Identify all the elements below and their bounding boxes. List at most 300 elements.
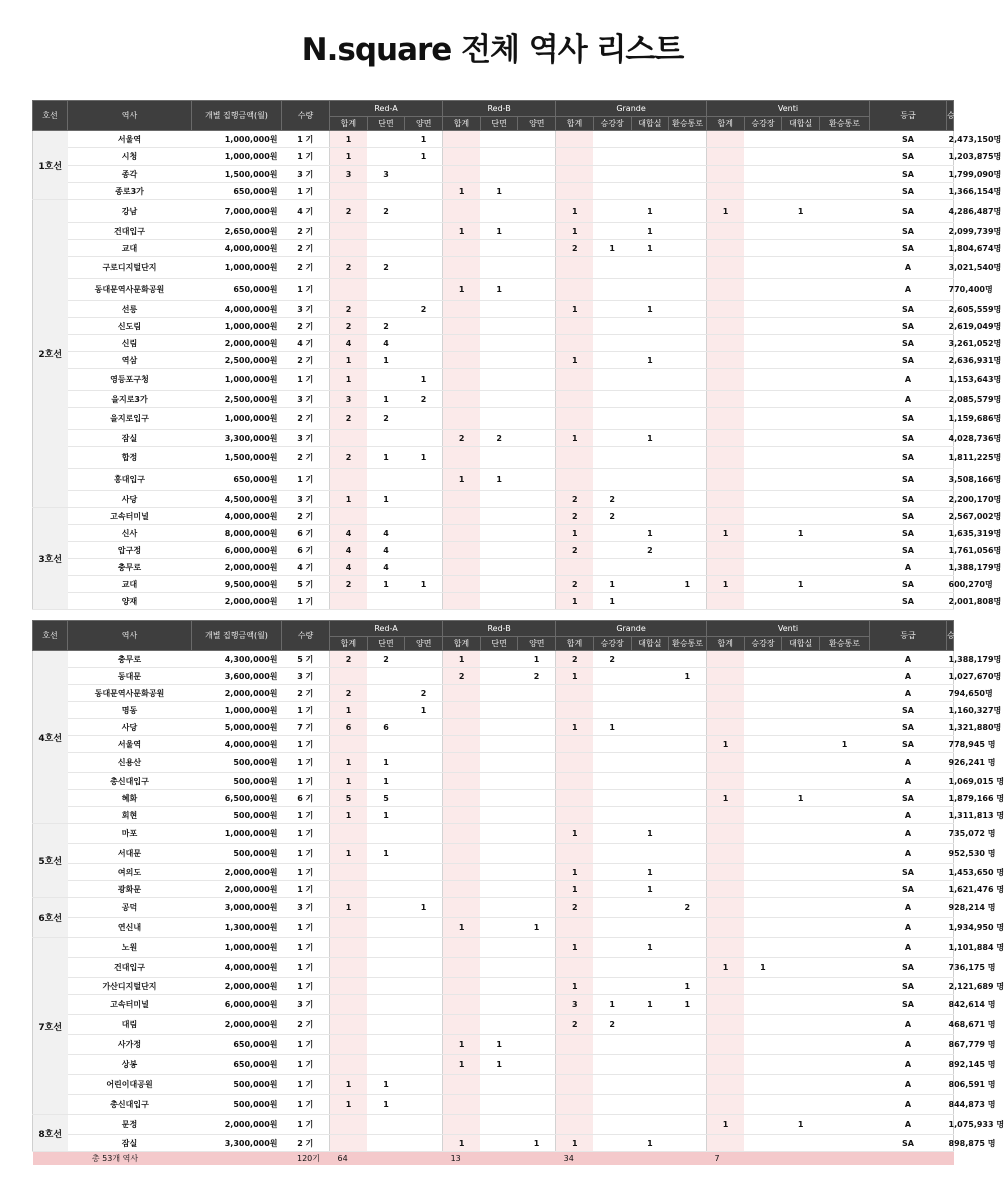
count-cell bbox=[443, 702, 481, 719]
count-cell bbox=[820, 166, 870, 183]
station-name: 공덕 bbox=[68, 898, 192, 918]
count-cell bbox=[556, 807, 594, 824]
count-cell bbox=[631, 335, 669, 352]
count-cell bbox=[706, 651, 744, 668]
table-row bbox=[33, 318, 954, 335]
count-cell bbox=[820, 542, 870, 559]
count-cell bbox=[820, 1135, 870, 1152]
grade-cell: A bbox=[870, 1055, 947, 1075]
header-group-grande: Grande bbox=[556, 101, 707, 117]
count-cell: 4 bbox=[330, 525, 368, 542]
count-cell bbox=[744, 844, 782, 864]
price-cell: 2,500,000원 bbox=[192, 352, 282, 369]
count-cell bbox=[593, 702, 631, 719]
count-cell bbox=[518, 559, 556, 576]
count-cell bbox=[669, 736, 707, 753]
station-name: 건대입구 bbox=[68, 223, 192, 240]
count-cell bbox=[782, 736, 820, 753]
count-cell: 1 bbox=[593, 576, 631, 593]
count-cell bbox=[669, 1075, 707, 1095]
table-row bbox=[33, 200, 954, 223]
count-cell: 1 bbox=[367, 1075, 405, 1095]
qty-cell: 2 기 bbox=[282, 408, 330, 430]
count-cell bbox=[744, 938, 782, 958]
count-cell: 1 bbox=[480, 469, 518, 491]
count-cell: 2 bbox=[669, 898, 707, 918]
count-cell bbox=[367, 898, 405, 918]
count-cell bbox=[669, 773, 707, 790]
count-cell bbox=[593, 1135, 631, 1152]
header-grade: 등급 bbox=[870, 621, 947, 651]
count-cell bbox=[820, 148, 870, 166]
count-cell bbox=[706, 844, 744, 864]
count-cell bbox=[669, 335, 707, 352]
station-name: 신용산 bbox=[68, 753, 192, 773]
riders-cell: 1,635,319명 bbox=[947, 525, 954, 542]
price-cell: 650,000원 bbox=[192, 1035, 282, 1055]
total-grande: 34 bbox=[556, 1152, 707, 1165]
qty-cell: 6 기 bbox=[282, 525, 330, 542]
header-riders: 승하차 인원 bbox=[947, 621, 954, 651]
count-cell bbox=[405, 918, 443, 938]
riders-cell: 1,027,670명 bbox=[947, 668, 954, 685]
table-row bbox=[33, 183, 954, 200]
count-cell bbox=[631, 1055, 669, 1075]
count-cell bbox=[556, 148, 594, 166]
qty-cell: 1 기 bbox=[282, 369, 330, 391]
count-cell bbox=[820, 1055, 870, 1075]
count-cell: 1 bbox=[669, 978, 707, 995]
count-cell bbox=[669, 1055, 707, 1075]
count-cell bbox=[330, 978, 368, 995]
count-cell bbox=[820, 391, 870, 408]
price-cell: 650,000원 bbox=[192, 279, 282, 301]
count-cell bbox=[706, 430, 744, 447]
header-sub: 단면 bbox=[367, 637, 405, 651]
count-cell bbox=[669, 148, 707, 166]
station-name: 강남 bbox=[68, 200, 192, 223]
count-cell bbox=[593, 352, 631, 369]
count-cell bbox=[744, 447, 782, 469]
count-cell bbox=[518, 200, 556, 223]
station-name: 역삼 bbox=[68, 352, 192, 369]
qty-cell: 3 기 bbox=[282, 668, 330, 685]
count-cell: 2 bbox=[556, 542, 594, 559]
qty-cell: 1 기 bbox=[282, 807, 330, 824]
count-cell bbox=[480, 995, 518, 1015]
station-name: 광화문 bbox=[68, 881, 192, 898]
count-cell: 1 bbox=[556, 525, 594, 542]
count-cell bbox=[593, 1055, 631, 1075]
grade-cell: A bbox=[870, 279, 947, 301]
count-cell bbox=[518, 318, 556, 335]
count-cell: 1 bbox=[820, 736, 870, 753]
count-cell bbox=[443, 736, 481, 753]
qty-cell: 3 기 bbox=[282, 995, 330, 1015]
count-cell bbox=[782, 352, 820, 369]
count-cell bbox=[820, 651, 870, 668]
count-cell bbox=[556, 1035, 594, 1055]
count-cell: 1 bbox=[631, 824, 669, 844]
count-cell bbox=[706, 1135, 744, 1152]
count-cell bbox=[669, 301, 707, 318]
price-cell: 4,300,000원 bbox=[192, 651, 282, 668]
table-row bbox=[33, 719, 954, 736]
count-cell bbox=[706, 1015, 744, 1035]
qty-cell: 1 기 bbox=[282, 736, 330, 753]
riders-cell: 1,311,813 명 bbox=[947, 807, 954, 824]
station-name: 고속터미널 bbox=[68, 508, 192, 525]
count-cell bbox=[782, 1055, 820, 1075]
line-cell: 8호선 bbox=[33, 1115, 68, 1152]
station-name: 서대문 bbox=[68, 844, 192, 864]
count-cell bbox=[744, 576, 782, 593]
count-cell: 2 bbox=[443, 430, 481, 447]
count-cell bbox=[593, 257, 631, 279]
price-cell: 4,000,000원 bbox=[192, 736, 282, 753]
count-cell: 1 bbox=[443, 469, 481, 491]
riders-cell: 1,453,650 명 bbox=[947, 864, 954, 881]
header-sub: 양면 bbox=[405, 117, 443, 131]
count-cell bbox=[367, 301, 405, 318]
station-name: 영등포구청 bbox=[68, 369, 192, 391]
count-cell bbox=[820, 593, 870, 610]
count-cell: 1 bbox=[556, 352, 594, 369]
count-cell bbox=[631, 1095, 669, 1115]
count-cell: 2 bbox=[556, 651, 594, 668]
riders-cell: 4,028,736명 bbox=[947, 430, 954, 447]
count-cell bbox=[820, 719, 870, 736]
count-cell bbox=[706, 938, 744, 958]
count-cell bbox=[330, 995, 368, 1015]
count-cell bbox=[330, 824, 368, 844]
count-cell bbox=[782, 166, 820, 183]
grade-cell: SA bbox=[870, 223, 947, 240]
station-name: 신사 bbox=[68, 525, 192, 542]
table-row bbox=[33, 1055, 954, 1075]
header-price: 개별 집행금액(월) bbox=[192, 621, 282, 651]
table-row bbox=[33, 844, 954, 864]
station-name: 잠실 bbox=[68, 430, 192, 447]
count-cell: 1 bbox=[405, 898, 443, 918]
count-cell: 2 bbox=[367, 318, 405, 335]
count-cell: 1 bbox=[593, 719, 631, 736]
count-cell: 1 bbox=[631, 240, 669, 257]
header-sub: 합계 bbox=[330, 637, 368, 651]
header-sub: 승강장 bbox=[744, 637, 782, 651]
count-cell bbox=[631, 279, 669, 301]
count-cell bbox=[782, 335, 820, 352]
count-cell bbox=[782, 685, 820, 702]
count-cell bbox=[556, 183, 594, 200]
count-cell: 1 bbox=[367, 491, 405, 508]
count-cell bbox=[631, 773, 669, 790]
count-cell bbox=[669, 807, 707, 824]
riders-cell: 806,591 명 bbox=[947, 1075, 954, 1095]
count-cell bbox=[744, 408, 782, 430]
count-cell bbox=[367, 1015, 405, 1035]
count-cell: 1 bbox=[631, 881, 669, 898]
count-cell bbox=[706, 1055, 744, 1075]
count-cell bbox=[405, 1055, 443, 1075]
count-cell bbox=[518, 542, 556, 559]
count-cell: 2 bbox=[556, 1015, 594, 1035]
header-riders: 승하차 인원 bbox=[947, 101, 954, 131]
count-cell bbox=[782, 369, 820, 391]
count-cell bbox=[443, 807, 481, 824]
count-cell bbox=[631, 719, 669, 736]
price-cell: 500,000원 bbox=[192, 753, 282, 773]
count-cell: 2 bbox=[330, 318, 368, 335]
count-cell bbox=[443, 301, 481, 318]
count-cell bbox=[820, 918, 870, 938]
count-cell bbox=[367, 1115, 405, 1135]
count-cell bbox=[443, 559, 481, 576]
count-cell bbox=[706, 301, 744, 318]
table-row bbox=[33, 408, 954, 430]
count-cell: 1 bbox=[782, 790, 820, 807]
count-cell: 1 bbox=[631, 864, 669, 881]
grade-cell: SA bbox=[870, 469, 947, 491]
table-row bbox=[33, 447, 954, 469]
count-cell: 3 bbox=[367, 166, 405, 183]
table-row bbox=[33, 279, 954, 301]
count-cell bbox=[367, 148, 405, 166]
count-cell: 1 bbox=[443, 279, 481, 301]
qty-cell: 1 기 bbox=[282, 881, 330, 898]
count-cell bbox=[593, 807, 631, 824]
count-cell bbox=[480, 576, 518, 593]
qty-cell: 1 기 bbox=[282, 1075, 330, 1095]
count-cell: 1 bbox=[631, 525, 669, 542]
count-cell bbox=[820, 491, 870, 508]
table-row bbox=[33, 824, 954, 844]
grade-cell: A bbox=[870, 1035, 947, 1055]
count-cell bbox=[518, 491, 556, 508]
count-cell bbox=[744, 1095, 782, 1115]
count-cell bbox=[480, 369, 518, 391]
count-cell bbox=[443, 525, 481, 542]
count-cell: 2 bbox=[593, 508, 631, 525]
count-cell bbox=[782, 257, 820, 279]
count-cell bbox=[443, 391, 481, 408]
count-cell: 1 bbox=[631, 430, 669, 447]
count-cell bbox=[480, 918, 518, 938]
count-cell bbox=[744, 1075, 782, 1095]
count-cell bbox=[782, 559, 820, 576]
table-row bbox=[33, 668, 954, 685]
price-cell: 2,000,000원 bbox=[192, 1015, 282, 1035]
grade-cell: A bbox=[870, 369, 947, 391]
count-cell: 1 bbox=[330, 1075, 368, 1095]
count-cell bbox=[518, 807, 556, 824]
count-cell bbox=[669, 651, 707, 668]
count-cell bbox=[367, 864, 405, 881]
header-sub: 승강장 bbox=[593, 637, 631, 651]
count-cell bbox=[518, 938, 556, 958]
count-cell: 1 bbox=[706, 576, 744, 593]
count-cell bbox=[744, 223, 782, 240]
header-group-red-b: Red-B bbox=[443, 101, 556, 117]
table-row bbox=[33, 978, 954, 995]
count-cell bbox=[405, 753, 443, 773]
count-cell bbox=[405, 559, 443, 576]
count-cell bbox=[744, 702, 782, 719]
riders-cell: 928,214 명 bbox=[947, 898, 954, 918]
riders-cell: 844,873 명 bbox=[947, 1095, 954, 1115]
count-cell bbox=[820, 223, 870, 240]
count-cell bbox=[669, 824, 707, 844]
grade-cell: A bbox=[870, 898, 947, 918]
price-cell: 1,000,000원 bbox=[192, 408, 282, 430]
count-cell bbox=[706, 335, 744, 352]
count-cell bbox=[706, 352, 744, 369]
count-cell: 1 bbox=[330, 352, 368, 369]
count-cell bbox=[782, 447, 820, 469]
qty-cell: 1 기 bbox=[282, 844, 330, 864]
price-cell: 4,500,000원 bbox=[192, 491, 282, 508]
price-cell: 2,000,000원 bbox=[192, 685, 282, 702]
count-cell: 1 bbox=[443, 183, 481, 200]
riders-cell: 1,804,674명 bbox=[947, 240, 954, 257]
count-cell bbox=[744, 240, 782, 257]
header-group-red-b: Red-B bbox=[443, 621, 556, 637]
grade-cell: SA bbox=[870, 447, 947, 469]
header-sub: 합계 bbox=[330, 117, 368, 131]
count-cell: 1 bbox=[706, 525, 744, 542]
count-cell bbox=[706, 559, 744, 576]
riders-cell: 926,241 명 bbox=[947, 753, 954, 773]
qty-cell: 2 기 bbox=[282, 1135, 330, 1152]
count-cell bbox=[556, 753, 594, 773]
count-cell bbox=[330, 1035, 368, 1055]
grade-cell: SA bbox=[870, 430, 947, 447]
count-cell bbox=[367, 978, 405, 995]
count-cell bbox=[593, 1075, 631, 1095]
count-cell bbox=[480, 408, 518, 430]
count-cell bbox=[556, 918, 594, 938]
total-row bbox=[33, 1152, 954, 1165]
count-cell bbox=[706, 995, 744, 1015]
table-row bbox=[33, 469, 954, 491]
count-cell bbox=[744, 200, 782, 223]
count-cell bbox=[631, 1115, 669, 1135]
qty-cell: 1 기 bbox=[282, 1035, 330, 1055]
count-cell bbox=[782, 469, 820, 491]
count-cell bbox=[330, 668, 368, 685]
count-cell bbox=[593, 525, 631, 542]
count-cell: 1 bbox=[443, 918, 481, 938]
grade-cell: A bbox=[870, 668, 947, 685]
grade-cell: SA bbox=[870, 542, 947, 559]
price-cell: 3,600,000원 bbox=[192, 668, 282, 685]
count-cell: 3 bbox=[556, 995, 594, 1015]
riders-cell: 2,099,739명 bbox=[947, 223, 954, 240]
count-cell bbox=[706, 824, 744, 844]
station-table-2 bbox=[32, 620, 1004, 1165]
price-cell: 500,000원 bbox=[192, 1095, 282, 1115]
count-cell bbox=[443, 166, 481, 183]
count-cell bbox=[480, 719, 518, 736]
count-cell bbox=[405, 668, 443, 685]
count-cell bbox=[480, 844, 518, 864]
count-cell bbox=[480, 773, 518, 790]
count-cell: 6 bbox=[367, 719, 405, 736]
count-cell: 2 bbox=[593, 1015, 631, 1035]
count-cell bbox=[593, 318, 631, 335]
qty-cell: 2 기 bbox=[282, 240, 330, 257]
count-cell bbox=[518, 508, 556, 525]
count-cell bbox=[744, 824, 782, 844]
count-cell bbox=[744, 790, 782, 807]
count-cell: 1 bbox=[669, 576, 707, 593]
count-cell bbox=[405, 1015, 443, 1035]
count-cell bbox=[518, 844, 556, 864]
count-cell: 2 bbox=[330, 408, 368, 430]
count-cell bbox=[744, 668, 782, 685]
table-row bbox=[33, 148, 954, 166]
count-cell bbox=[443, 881, 481, 898]
table-row bbox=[33, 918, 954, 938]
count-cell bbox=[782, 773, 820, 790]
count-cell bbox=[480, 542, 518, 559]
table-row bbox=[33, 898, 954, 918]
riders-cell: 1,321,880명 bbox=[947, 719, 954, 736]
count-cell bbox=[820, 318, 870, 335]
count-cell bbox=[744, 301, 782, 318]
table-row bbox=[33, 995, 954, 1015]
count-cell bbox=[820, 369, 870, 391]
grade-cell: SA bbox=[870, 790, 947, 807]
count-cell bbox=[631, 753, 669, 773]
riders-cell: 468,671 명 bbox=[947, 1015, 954, 1035]
count-cell bbox=[480, 753, 518, 773]
count-cell: 1 bbox=[669, 668, 707, 685]
grade-cell: A bbox=[870, 918, 947, 938]
count-cell: 2 bbox=[330, 200, 368, 223]
station-name: 신림 bbox=[68, 335, 192, 352]
count-cell bbox=[518, 736, 556, 753]
price-cell: 4,000,000원 bbox=[192, 958, 282, 978]
count-cell bbox=[480, 491, 518, 508]
table-row bbox=[33, 864, 954, 881]
price-cell: 1,000,000원 bbox=[192, 257, 282, 279]
count-cell bbox=[480, 318, 518, 335]
count-cell: 4 bbox=[367, 525, 405, 542]
price-cell: 2,000,000원 bbox=[192, 593, 282, 610]
station-name: 합정 bbox=[68, 447, 192, 469]
count-cell bbox=[706, 1095, 744, 1115]
count-cell bbox=[706, 978, 744, 995]
qty-cell: 4 기 bbox=[282, 200, 330, 223]
count-cell bbox=[744, 279, 782, 301]
count-cell bbox=[820, 864, 870, 881]
count-cell bbox=[706, 668, 744, 685]
count-cell bbox=[706, 240, 744, 257]
count-cell bbox=[518, 881, 556, 898]
count-cell bbox=[631, 148, 669, 166]
count-cell bbox=[405, 200, 443, 223]
qty-cell: 1 기 bbox=[282, 131, 330, 148]
header-sub: 양면 bbox=[518, 637, 556, 651]
header-sub: 승강장 bbox=[593, 117, 631, 131]
count-cell: 4 bbox=[330, 335, 368, 352]
table-row bbox=[33, 1035, 954, 1055]
price-cell: 6,500,000원 bbox=[192, 790, 282, 807]
count-cell bbox=[820, 824, 870, 844]
count-cell: 1 bbox=[631, 1135, 669, 1152]
count-cell bbox=[367, 995, 405, 1015]
